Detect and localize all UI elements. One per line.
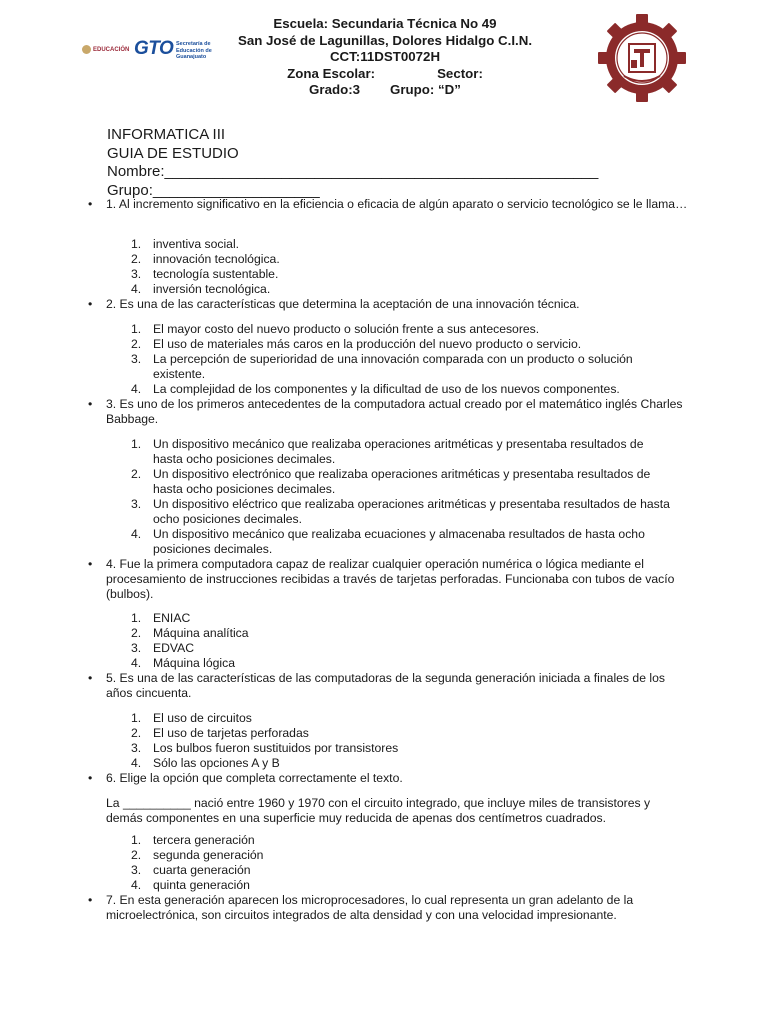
option-item[interactable] — [131, 267, 671, 282]
option-item[interactable] — [131, 322, 671, 337]
bullet-icon: • — [88, 771, 93, 785]
question-6 — [88, 771, 688, 786]
nombre-field[interactable]: Nombre:____________________________________________________ — [107, 163, 599, 180]
option-text: El uso de circuitos — [153, 711, 252, 725]
option-number: 2. — [131, 726, 142, 740]
option-text: innovación tecnológica. — [153, 252, 280, 266]
option-item[interactable] — [131, 611, 671, 626]
option-number: 3. — [131, 741, 142, 755]
question-text: 6. Elige la opción que completa correctamente el texto. — [106, 771, 403, 785]
zona-label: Zona Escolar: — [287, 65, 376, 81]
option-number: 3. — [131, 497, 142, 511]
option-item[interactable] — [131, 352, 671, 382]
school-location: San José de Lagunillas, Dolores Hidalgo C.I.N. — [237, 32, 533, 48]
dgest-gear-seal-logo — [596, 12, 688, 104]
option-number: 2. — [131, 337, 142, 351]
option-text: Un dispositivo mecánico que realizaba ecuaciones y almacenaba resultados de hasta ocho posiciones decimales. — [153, 527, 645, 556]
subject-title: INFORMATICA III — [107, 126, 226, 143]
option-text: Máquina lógica — [153, 656, 235, 670]
question-7 — [88, 893, 688, 923]
option-item[interactable] — [131, 641, 671, 656]
option-item[interactable] — [131, 848, 671, 863]
option-number: 1. — [131, 833, 142, 847]
option-item[interactable] — [131, 437, 671, 467]
educacion-label: EDUCACIÓN — [93, 47, 130, 54]
grado-grupo-row — [215, 82, 555, 99]
option-number: 4. — [131, 756, 142, 770]
option-text: El uso de tarjetas perforadas — [153, 726, 309, 740]
question-1-options — [131, 237, 671, 297]
option-number: 1. — [131, 237, 142, 251]
option-item[interactable] — [131, 467, 671, 497]
option-text: La percepción de superioridad de una innovación comparada con un producto o solución existente. — [153, 352, 633, 381]
option-item[interactable] — [131, 863, 671, 878]
option-item[interactable] — [131, 626, 671, 641]
option-text: La complejidad de los componentes y la dificultad de uso de los nuevos componentes. — [153, 382, 620, 396]
school-header — [215, 16, 555, 99]
guide-title-block — [107, 126, 598, 200]
option-number: 2. — [131, 626, 142, 640]
option-item[interactable] — [131, 252, 671, 267]
bullet-icon: • — [88, 297, 93, 311]
option-item[interactable] — [131, 282, 671, 297]
question-text: 3. Es uno de los primeros antecedentes de la computadora actual creado por el matemático inglés Charles Babbage. — [106, 397, 683, 426]
option-item[interactable] — [131, 527, 671, 557]
option-text: inversión tecnológica. — [153, 282, 271, 296]
option-text: El uso de materiales más caros en la producción del nuevo producto o servicio. — [153, 337, 582, 351]
option-item[interactable] — [131, 756, 671, 771]
option-number: 1. — [131, 322, 142, 336]
sector-label: Sector: — [437, 65, 483, 81]
grado-label: Grado:3 — [309, 82, 361, 97]
question-5-options — [131, 711, 671, 771]
question-text: 5. Es una de las características de las computadoras de la segunda generación iniciada a finales de los años cincuenta. — [106, 671, 665, 700]
option-text: cuarta generación — [153, 863, 251, 877]
option-number: 3. — [131, 863, 142, 877]
gto-logo-text: GTO — [134, 38, 174, 59]
bullet-icon: • — [88, 197, 93, 211]
option-number: 4. — [131, 527, 142, 541]
question-6-options — [131, 833, 671, 893]
school-cct: CCT:11DST0072H — [329, 49, 441, 64]
question-2-options — [131, 322, 671, 397]
option-text: quinta generación — [153, 878, 250, 892]
option-number: 4. — [131, 382, 142, 396]
secretaria-logo-text: Secretaría de Educación de Guanajuato — [176, 41, 212, 60]
option-number: 2. — [131, 252, 142, 266]
seal-icon — [82, 45, 91, 54]
option-number: 1. — [131, 611, 142, 625]
bullet-icon: • — [88, 893, 93, 907]
option-number: 4. — [131, 656, 142, 670]
grupo-label: Grupo: “D” — [390, 82, 461, 97]
educacion-logo — [82, 45, 129, 54]
question-text: 4. Fue la primera computadora capaz de realizar cualquier operación numérica o lógica mediante el procesamiento de instrucciones recibidas a través de tarjetas perforadas. Funcionaba con tubos de vacío (bulbos). — [106, 557, 675, 601]
question-5 — [88, 671, 688, 701]
bullet-icon: • — [88, 671, 93, 685]
guide-title: GUIA DE ESTUDIO — [107, 144, 239, 162]
option-item[interactable] — [131, 656, 671, 671]
option-item[interactable] — [131, 337, 671, 352]
option-text: tecnología sustentable. — [153, 267, 279, 281]
question-text: 1. Al incremento significativo en la eficiencia o eficacia de algún aparato o servicio tecnológico se le llama… — [106, 197, 688, 211]
option-number: 1. — [131, 711, 142, 725]
option-text: Un dispositivo electrónico que realizaba operaciones aritméticas y presentaba resultados de hasta ocho posiciones decimales. — [153, 467, 651, 496]
option-number: 2. — [131, 467, 142, 481]
option-item[interactable] — [131, 237, 671, 252]
question-4-options — [131, 611, 671, 671]
option-item[interactable] — [131, 711, 671, 726]
option-text: Los bulbos fueron sustituidos por transistores — [153, 741, 399, 755]
option-text: Un dispositivo mecánico que realizaba operaciones aritméticas y presentaba resultados de hasta ocho posiciones decimales. — [153, 437, 644, 466]
sep-gto-logo — [82, 38, 212, 64]
option-number: 2. — [131, 848, 142, 862]
option-item[interactable] — [131, 382, 671, 397]
option-text: Máquina analítica — [153, 626, 249, 640]
option-number: 1. — [131, 437, 142, 451]
question-3-options — [131, 437, 671, 557]
option-item[interactable] — [131, 497, 671, 527]
zona-sector-row — [215, 66, 555, 83]
option-text: EDVAC — [153, 641, 195, 655]
option-text: Sólo las opciones A y B — [153, 756, 280, 770]
option-text: ENIAC — [153, 611, 191, 625]
question-1 — [88, 197, 688, 212]
option-item[interactable] — [131, 878, 671, 893]
grupo-field[interactable]: Grupo:____________________ — [107, 181, 320, 199]
option-number: 3. — [131, 267, 142, 281]
option-number: 4. — [131, 878, 142, 892]
fill-in-paragraph: La __________ nació entre 1960 y 1970 con el circuito integrado, que incluye miles de transistores y demás componentes en una superficie muy reducida de apenas dos centímetros cuadrados. — [106, 796, 651, 825]
option-text: El mayor costo del nuevo producto o solución frente a sus antecesores. — [153, 322, 540, 336]
option-number: 4. — [131, 282, 142, 296]
option-text: tercera generación — [153, 833, 255, 847]
option-item[interactable] — [131, 726, 671, 741]
question-text: 2. Es una de las características que determina la aceptación de una innovación técnica. — [106, 297, 580, 311]
question-text: 7. En esta generación aparecen los microprocesadores, lo cual representa un gran adelanto de la microelectrónica, son circuitos integrados de alta densidad y con una velocidad impresionante. — [106, 893, 634, 922]
school-name: Escuela: Secundaria Técnica No 49 — [273, 16, 497, 31]
option-item[interactable] — [131, 741, 671, 756]
option-text: Un dispositivo eléctrico que realizaba operaciones aritméticas y presentaba resultados de hasta ocho posiciones decimales. — [153, 497, 670, 526]
question-4 — [88, 557, 688, 602]
bullet-icon: • — [88, 397, 93, 411]
option-item[interactable] — [131, 833, 671, 848]
option-text: inventiva social. — [153, 237, 240, 251]
question-3 — [88, 397, 688, 427]
bullet-icon: • — [88, 557, 93, 571]
question-2 — [88, 297, 688, 312]
option-number: 3. — [131, 641, 142, 655]
option-text: segunda generación — [153, 848, 264, 862]
option-number: 3. — [131, 352, 142, 366]
